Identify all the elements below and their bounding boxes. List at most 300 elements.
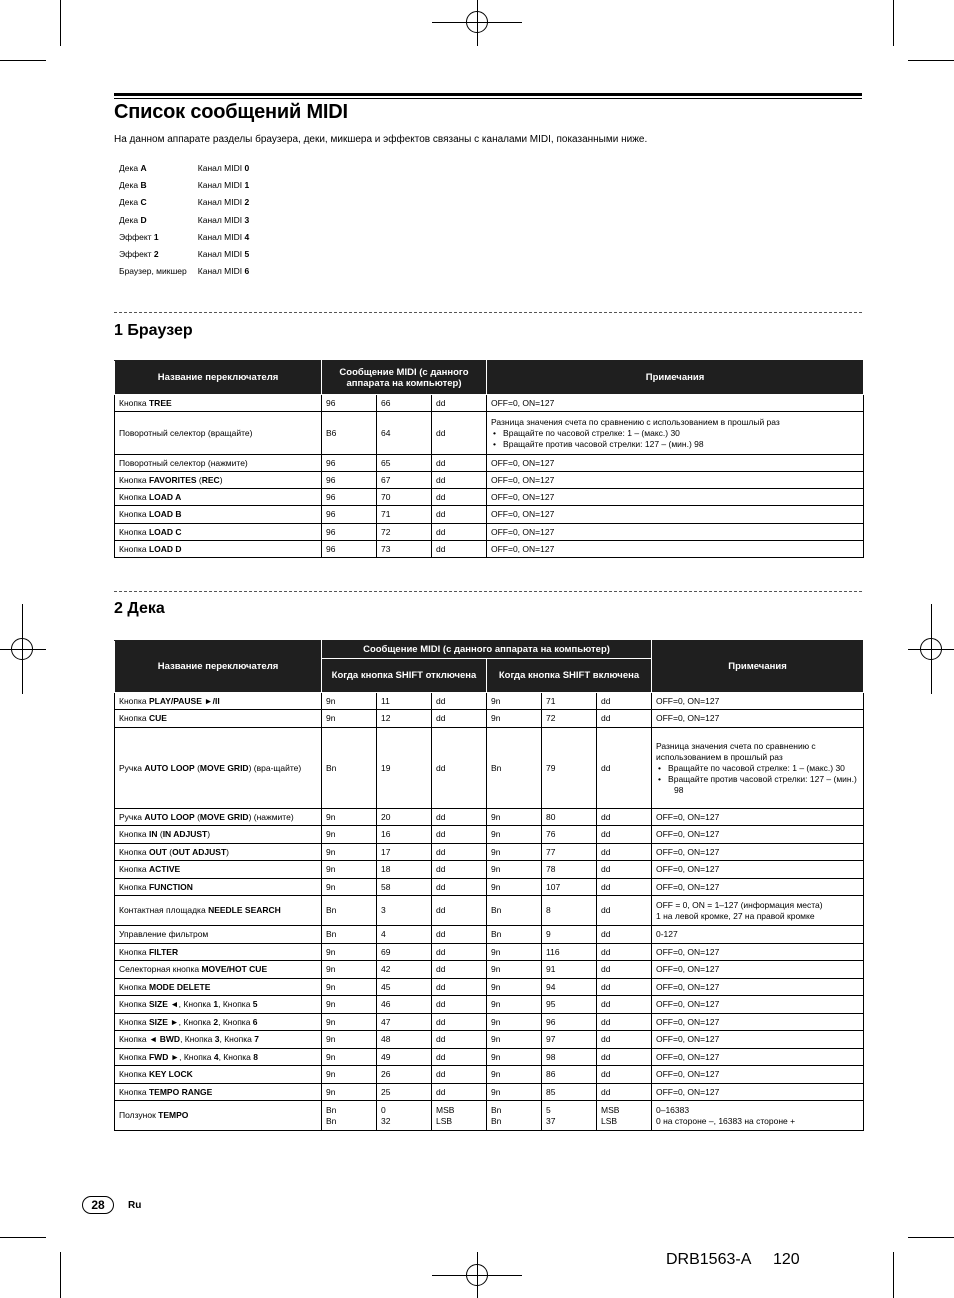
note-line: OFF=0, ON=127	[656, 981, 720, 992]
switch-name-text: Контактная площадка	[119, 905, 209, 915]
switch-name-text: , Кнопка	[218, 999, 253, 1009]
channel-midi-number: 3	[244, 214, 250, 225]
midi-value-line: 42	[381, 964, 391, 974]
switch-name-bold: 1	[213, 999, 219, 1009]
channel-source	[114, 159, 192, 176]
note-line: OFF=0, ON=127	[491, 509, 555, 519]
note-line: OFF=0, ON=127	[656, 999, 720, 1009]
notes-cell	[652, 1049, 864, 1066]
switch-name-text: Кнопка	[119, 999, 149, 1009]
midi-value	[487, 710, 542, 728]
midi-value	[597, 996, 652, 1014]
notes-cell	[487, 395, 864, 412]
midi-value-line: 9n	[326, 999, 336, 1009]
midi-value	[487, 1101, 542, 1131]
notes-cell	[652, 1084, 864, 1101]
midi-value	[322, 1084, 377, 1101]
col-header-shift-on: Когда кнопка SHIFT включена	[487, 659, 652, 693]
midi-value-line: 58	[381, 881, 391, 892]
section-title: 1 Браузер	[114, 322, 193, 339]
midi-value-line: B6	[326, 427, 337, 438]
midi-value-line: dd	[601, 946, 611, 957]
midi-value-line: 9	[546, 929, 551, 939]
crop-mark	[893, 1252, 894, 1298]
midi-value	[542, 944, 597, 961]
midi-value	[597, 710, 652, 728]
midi-value-line: 96	[326, 543, 336, 554]
midi-value-line: LSB	[601, 1115, 618, 1126]
col-header-midi: Сообщение MIDI (с данного аппарата на компьютер)	[322, 361, 487, 395]
midi-value-line: 116	[546, 946, 560, 957]
title-rule	[114, 93, 862, 99]
midi-value-line: 78	[546, 864, 556, 874]
notes-cell	[652, 693, 864, 710]
midi-value	[487, 1014, 542, 1031]
midi-value	[322, 996, 377, 1014]
midi-value-line: 9n	[326, 981, 336, 992]
midi-value	[597, 1084, 652, 1101]
midi-value	[377, 395, 432, 412]
channel-row	[114, 176, 254, 193]
switch-name-bold: REC	[201, 474, 220, 485]
language-label: Ru	[128, 1200, 142, 1211]
channel-source-id: C	[140, 197, 147, 208]
switch-name	[115, 1101, 322, 1131]
midi-value	[542, 926, 597, 944]
midi-value-line: 48	[381, 1034, 391, 1044]
midi-value-line: 9n	[491, 1086, 501, 1097]
switch-name-text: Кнопка	[119, 1069, 149, 1079]
midi-value	[597, 1101, 652, 1131]
midi-value	[322, 455, 377, 472]
midi-value-line: 76	[546, 829, 556, 839]
switch-name	[115, 489, 322, 506]
table-row	[115, 844, 864, 861]
midi-value-line: 9n	[491, 1069, 501, 1079]
switch-name-bold: SIZE ◄	[148, 999, 179, 1009]
midi-value-line: dd	[601, 905, 611, 915]
switch-name	[115, 926, 322, 944]
switch-name	[115, 944, 322, 961]
midi-value	[432, 1031, 487, 1049]
midi-value-line: 16	[381, 829, 391, 839]
switch-name-bold: OUT	[148, 846, 167, 857]
midi-value	[432, 728, 487, 809]
notes-cell	[652, 879, 864, 896]
midi-value-line: dd	[601, 846, 611, 857]
midi-value	[377, 506, 432, 524]
notes-cell	[652, 979, 864, 996]
note-bullet: • Вращайте по часовой стрелке: 1 – (макс.) 30	[658, 762, 845, 773]
midi-value	[322, 809, 377, 826]
switch-name-text: (	[166, 846, 173, 857]
midi-value-line: Bn	[326, 905, 337, 915]
table-row	[115, 809, 864, 826]
midi-value-line: 9n	[326, 1034, 336, 1044]
midi-value	[487, 1066, 542, 1084]
notes-cell	[487, 524, 864, 541]
midi-value-line: dd	[436, 713, 446, 723]
midi-value	[542, 1014, 597, 1031]
switch-name-text: )	[207, 829, 211, 839]
midi-value-line: 9n	[326, 1086, 336, 1097]
midi-value-line: dd	[436, 1069, 446, 1079]
table-row	[115, 1031, 864, 1049]
midi-value	[432, 710, 487, 728]
midi-value-line: 66	[381, 397, 391, 408]
midi-value-line: dd	[436, 397, 446, 408]
midi-value	[597, 961, 652, 979]
notes-cell	[652, 1031, 864, 1049]
midi-value	[542, 710, 597, 728]
channel-source-label: Браузер, микшер	[119, 266, 187, 277]
midi-value	[432, 472, 487, 489]
crop-mark	[60, 0, 61, 46]
channel-midi-label: Канал MIDI	[197, 179, 245, 190]
channel-row	[114, 211, 254, 228]
midi-value-line: 9n	[326, 695, 336, 706]
switch-name	[115, 1049, 322, 1066]
switch-name-text: Ползунок	[119, 1110, 159, 1120]
midi-value	[542, 728, 597, 809]
midi-value	[377, 879, 432, 896]
midi-value-line: 25	[381, 1086, 391, 1097]
midi-value	[432, 506, 487, 524]
midi-value-line: dd	[601, 929, 611, 939]
midi-value-line: 64	[381, 427, 391, 438]
midi-value-line: 9n	[326, 811, 336, 822]
midi-value-line: dd	[601, 695, 611, 706]
col-header-notes: Примечания	[652, 641, 864, 693]
midi-value	[322, 541, 377, 558]
midi-value-line: dd	[436, 543, 446, 554]
midi-value-line: 9n	[491, 695, 501, 706]
switch-name-text: (	[194, 762, 200, 773]
notes-cell	[487, 455, 864, 472]
midi-value-line: dd	[436, 846, 446, 857]
doc-page-number: 120	[773, 1251, 800, 1268]
midi-value	[597, 844, 652, 861]
switch-name-bold: LOAD D	[148, 543, 182, 554]
crop-mark	[908, 1237, 954, 1238]
switch-name-text: (	[196, 474, 202, 485]
switch-name-bold: CUE	[148, 713, 167, 723]
midi-value-line: dd	[601, 1034, 611, 1044]
switch-name	[115, 506, 322, 524]
midi-value-line: 71	[546, 695, 556, 706]
col-header-name: Название переключателя	[115, 641, 322, 693]
midi-value-line: dd	[601, 1016, 611, 1027]
midi-value-line: dd	[601, 1086, 611, 1097]
channel-row	[114, 159, 254, 176]
midi-value-line: dd	[436, 509, 446, 519]
notes-cell	[487, 506, 864, 524]
midi-value	[432, 1084, 487, 1101]
switch-name-text: Кнопка	[119, 881, 149, 892]
midi-value-line: Bn	[491, 929, 502, 939]
midi-value-line: Bn	[326, 762, 337, 773]
channel-source	[114, 194, 192, 211]
midi-value	[542, 1049, 597, 1066]
switch-name-bold: ACTIVE	[148, 864, 181, 874]
midi-value-line: 9n	[491, 1034, 501, 1044]
channel-source	[114, 245, 192, 262]
switch-name-text: Поворотный селектор (вращайте)	[119, 427, 253, 438]
midi-value-line: 96	[326, 397, 336, 408]
switch-name	[115, 524, 322, 541]
midi-value-line: 0	[381, 1104, 386, 1115]
midi-value	[432, 395, 487, 412]
midi-value	[432, 861, 487, 879]
switch-name-text: Кнопка	[119, 846, 149, 857]
midi-value	[432, 455, 487, 472]
notes-cell	[652, 996, 864, 1014]
midi-value-line: 4	[381, 929, 386, 939]
midi-value-line: 9n	[326, 881, 336, 892]
midi-value	[322, 1101, 377, 1131]
switch-name-text: Кнопка	[119, 1086, 149, 1097]
note-line: OFF = 0, ON = 1–127 (информация места)	[656, 899, 823, 910]
channel-source-label: Дека	[119, 197, 141, 208]
switch-name-bold: FILTER	[148, 946, 179, 957]
switch-name-bold: TEMPO	[158, 1110, 189, 1120]
midi-value	[487, 728, 542, 809]
switch-name-text: (	[194, 811, 200, 822]
midi-value	[432, 524, 487, 541]
table-row	[115, 489, 864, 506]
switch-name-text: Поворотный селектор (нажмите)	[119, 457, 248, 468]
channel-row	[114, 263, 254, 280]
midi-value-line: 9n	[491, 881, 501, 892]
midi-value-line: 9n	[491, 1051, 501, 1062]
midi-value-line: dd	[436, 695, 446, 706]
table-row	[115, 1066, 864, 1084]
midi-value	[432, 996, 487, 1014]
channel-midi-number: 5	[244, 249, 250, 260]
midi-value-line: 86	[546, 1069, 556, 1079]
table-row	[115, 979, 864, 996]
midi-value-line: dd	[601, 881, 611, 892]
note-line: OFF=0, ON=127	[656, 695, 720, 706]
note-line: OFF=0, ON=127	[656, 713, 720, 723]
midi-value-line: 9n	[326, 946, 336, 957]
midi-value-line: 9n	[326, 964, 336, 974]
midi-value-line: dd	[436, 864, 446, 874]
channel-midi	[192, 211, 254, 228]
channel-source-id: 2	[153, 249, 159, 260]
switch-name	[115, 861, 322, 879]
switch-name-bold: 6	[252, 1016, 258, 1027]
midi-value	[432, 1101, 487, 1131]
midi-value-line: 96	[326, 457, 336, 468]
midi-value	[377, 1066, 432, 1084]
switch-name-text: Кнопка	[119, 1034, 149, 1044]
crop-mark	[908, 60, 954, 61]
midi-value	[322, 728, 377, 809]
note-line: OFF=0, ON=127	[491, 526, 555, 537]
midi-value-line: 9n	[326, 1016, 336, 1027]
midi-value-line: 73	[381, 543, 391, 554]
switch-name-text: (	[157, 829, 163, 839]
midi-value-line: 9n	[491, 981, 501, 992]
midi-value-line: Bn	[491, 1115, 502, 1126]
switch-name-bold: IN ADJUST	[162, 829, 208, 839]
midi-value	[487, 826, 542, 844]
midi-value-line: 67	[381, 474, 391, 485]
midi-value-line: 5	[546, 1104, 551, 1115]
crop-mark	[893, 0, 894, 46]
col-header-notes: Примечания	[487, 361, 864, 395]
note-line: OFF=0, ON=127	[656, 811, 720, 822]
channel-source-id: A	[140, 162, 147, 173]
note-line: OFF=0, ON=127	[656, 1069, 720, 1079]
midi-value	[597, 1014, 652, 1031]
channel-midi	[192, 245, 254, 262]
channel-midi-label: Канал MIDI	[197, 214, 245, 225]
switch-name	[115, 1066, 322, 1084]
table-row	[115, 1084, 864, 1101]
midi-value	[377, 524, 432, 541]
switch-name-bold: AUTO LOOP	[144, 762, 195, 773]
midi-value	[542, 1031, 597, 1049]
switch-name-bold: IN	[148, 829, 158, 839]
midi-value-line: dd	[436, 474, 446, 485]
midi-value-line: Bn	[326, 1104, 337, 1115]
note-line: OFF=0, ON=127	[656, 864, 720, 874]
channel-row	[114, 245, 254, 262]
midi-value-line: 8	[546, 905, 551, 915]
midi-value	[377, 979, 432, 996]
midi-value	[487, 879, 542, 896]
note-line: OFF=0, ON=127	[656, 1016, 720, 1027]
midi-value	[322, 395, 377, 412]
midi-value-line: 9n	[326, 713, 336, 723]
crop-mark	[0, 1237, 46, 1238]
doc-code: DRB1563-A	[666, 1251, 752, 1268]
channel-midi-number: 6	[244, 266, 250, 277]
switch-name	[115, 979, 322, 996]
midi-value	[432, 961, 487, 979]
midi-value	[432, 1014, 487, 1031]
midi-value	[377, 1031, 432, 1049]
switch-name-text: , Кнопка	[178, 999, 214, 1009]
switch-name-text: Кнопка	[119, 491, 149, 502]
table-row	[115, 728, 864, 809]
channel-source-id: 1	[153, 231, 159, 242]
channel-source	[114, 228, 192, 245]
midi-value-line: MSB	[436, 1104, 455, 1115]
midi-value-line: dd	[436, 427, 446, 438]
midi-value	[542, 879, 597, 896]
channel-midi	[192, 263, 254, 280]
midi-value	[432, 693, 487, 710]
midi-value	[377, 896, 432, 926]
switch-name-text: , Кнопка	[178, 1016, 214, 1027]
midi-value	[377, 1014, 432, 1031]
midi-value	[542, 1066, 597, 1084]
switch-name-bold: 8	[253, 1051, 258, 1062]
intro-text: На данном аппарате разделы браузера, деки, микшера и эффектов связаны с каналами MIDI, показанными ниже.	[114, 134, 648, 145]
midi-value	[597, 944, 652, 961]
midi-value-line: dd	[601, 811, 611, 822]
midi-value-line: 9n	[326, 829, 336, 839]
switch-name-bold: SIZE ►	[148, 1016, 179, 1027]
switch-name-bold: 4	[213, 1051, 219, 1062]
channel-source-label: Дека	[119, 162, 141, 173]
midi-value-line: 49	[381, 1051, 391, 1062]
midi-value	[487, 1084, 542, 1101]
channel-midi-label: Канал MIDI	[197, 266, 245, 277]
switch-name-bold: 3	[214, 1034, 220, 1044]
switch-name-text: Кнопка	[119, 526, 149, 537]
midi-value	[487, 693, 542, 710]
midi-value-line: 20	[381, 811, 391, 822]
midi-value	[322, 693, 377, 710]
registration-mark	[466, 11, 488, 33]
midi-value-line: dd	[601, 864, 611, 874]
midi-value	[487, 861, 542, 879]
notes-cell	[652, 961, 864, 979]
channel-midi	[192, 194, 254, 211]
switch-name	[115, 961, 322, 979]
midi-value-line: dd	[436, 881, 446, 892]
midi-value	[377, 861, 432, 879]
table-row	[115, 1101, 864, 1131]
channel-midi-number: 4	[244, 231, 250, 242]
table-row	[115, 506, 864, 524]
midi-value-line: 9n	[491, 964, 501, 974]
midi-value-line: dd	[436, 491, 446, 502]
midi-value	[377, 472, 432, 489]
midi-value	[432, 809, 487, 826]
switch-name-bold: 2	[213, 1016, 219, 1027]
midi-value	[322, 896, 377, 926]
table-row	[115, 996, 864, 1014]
channel-source	[114, 176, 192, 193]
channel-row	[114, 228, 254, 245]
switch-name-text: Кнопка	[119, 397, 149, 408]
section-divider	[114, 591, 862, 592]
note-line: 0-127	[656, 929, 678, 939]
channel-midi-label: Канал MIDI	[197, 249, 245, 260]
midi-value	[322, 979, 377, 996]
midi-value	[377, 693, 432, 710]
midi-value	[432, 1066, 487, 1084]
midi-value	[322, 1066, 377, 1084]
note-line: OFF=0, ON=127	[656, 1086, 720, 1097]
midi-value-line: 26	[381, 1069, 391, 1079]
notes-cell	[652, 826, 864, 844]
midi-value-line: dd	[436, 964, 446, 974]
midi-value-line: 96	[326, 526, 336, 537]
midi-value-line: 96	[326, 474, 336, 485]
midi-value	[487, 979, 542, 996]
channel-midi-label: Канал MIDI	[197, 231, 245, 242]
switch-name	[115, 879, 322, 896]
registration-mark	[466, 1264, 488, 1286]
midi-value	[597, 979, 652, 996]
midi-value	[432, 541, 487, 558]
midi-value-line: 70	[381, 491, 391, 502]
crop-mark	[60, 1252, 61, 1298]
midi-value-line: 97	[546, 1034, 556, 1044]
midi-value-line: Bn	[491, 905, 502, 915]
midi-value-line: Bn	[491, 762, 502, 773]
switch-name-bold: 7	[254, 1034, 259, 1044]
midi-value	[542, 1101, 597, 1131]
midi-value	[487, 961, 542, 979]
switch-name	[115, 412, 322, 455]
